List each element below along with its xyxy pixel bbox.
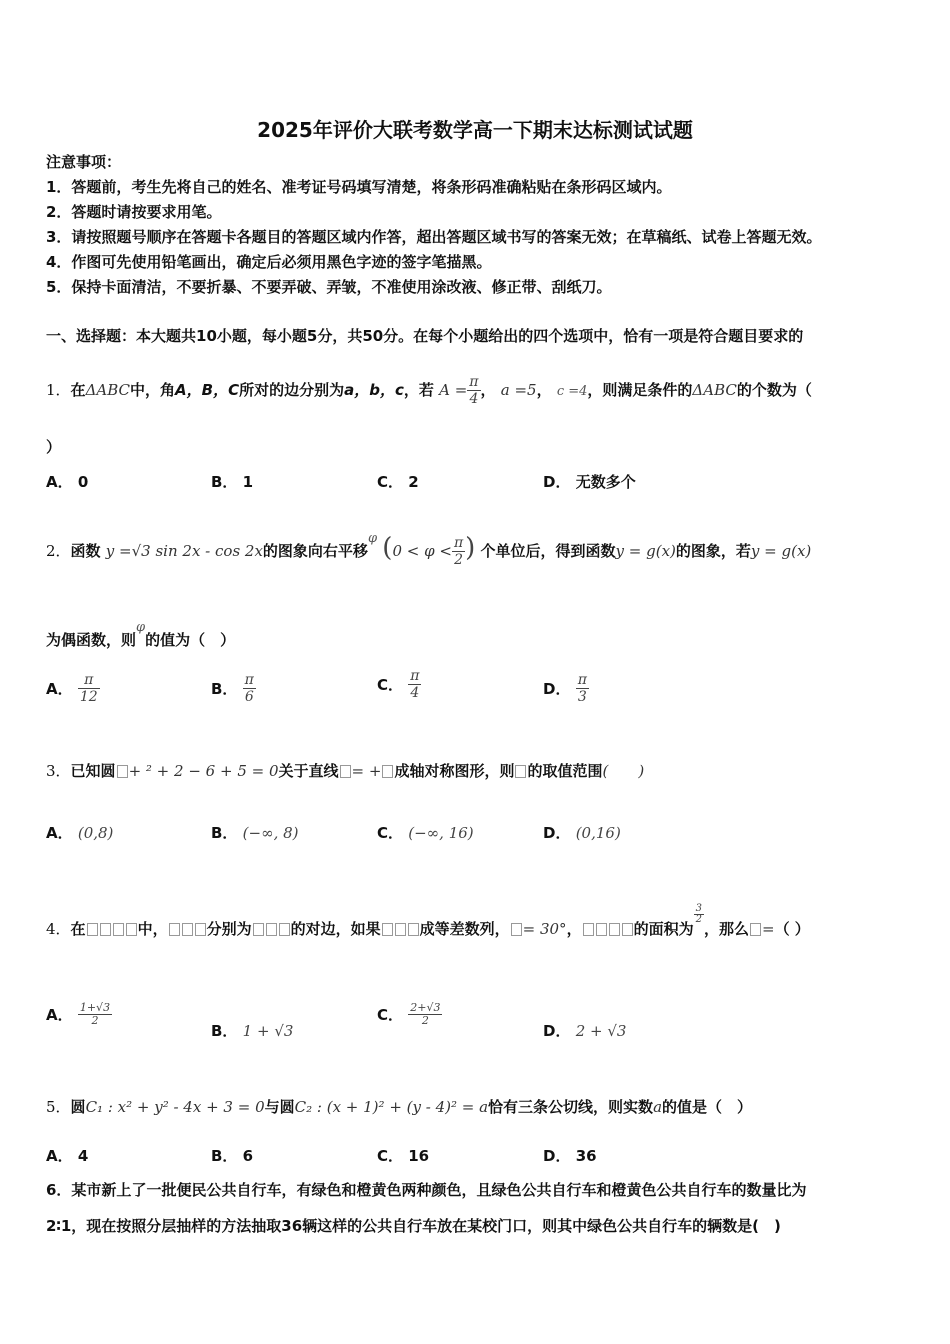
option-a[interactable]: A． 4 xyxy=(46,1147,89,1165)
notice-item: 1．答题前，考生先将自己的姓名、准考证号码填写清楚，将条形码准确粘贴在条形码区域内。 xyxy=(46,178,672,196)
missing-glyph-icon xyxy=(596,923,607,936)
missing-glyph-icon xyxy=(100,923,111,936)
math-expr: = + xyxy=(351,762,382,780)
math-expr: y =√3 sin 2x - cos 2x xyxy=(105,542,263,560)
math-expr: c =4 xyxy=(556,384,588,399)
option-d[interactable]: D． 2 + √3 xyxy=(543,1022,627,1040)
missing-glyph-icon xyxy=(609,923,620,936)
math-expr: φ xyxy=(136,620,146,635)
missing-glyph-icon xyxy=(622,923,633,936)
option-a[interactable]: A． (0,8) xyxy=(46,824,114,842)
page-title: 2025年评价大联考数学高一下期末达标测试试题 xyxy=(257,118,693,142)
option-c[interactable]: C． 16 xyxy=(377,1147,430,1165)
math-expr: A = xyxy=(439,381,468,399)
question-3-stem: 3．已知圆 + ² + 2 − 6 + 5 = 0关于直线 = + 成轴对称图形，则 的取值范围( ) xyxy=(46,762,645,780)
math-expr: a xyxy=(653,1098,663,1116)
question-number: 5． xyxy=(46,1098,71,1116)
missing-glyph-icon xyxy=(169,923,180,936)
missing-glyph-icon xyxy=(750,923,761,936)
fraction: $\frac{\pi}{12}$ xyxy=(79,672,98,705)
missing-glyph-icon xyxy=(117,765,128,778)
fraction: $\frac{2+√3}{2}$ xyxy=(410,1001,441,1027)
fraction: $\frac{\pi}{4}$ xyxy=(469,374,479,407)
math-expr: C₁ : x² + y² - 4x + 3 = 0 xyxy=(85,1098,265,1116)
option-c[interactable]: C． $\frac{\pi}{4}$ xyxy=(377,668,420,701)
math-expr: ΔABC xyxy=(692,381,737,399)
math-expr: 0 < φ < xyxy=(392,542,452,560)
missing-glyph-icon xyxy=(408,923,419,936)
option-d[interactable]: D． $\frac{\pi}{3}$ xyxy=(543,672,587,705)
question-5-stem: 5．圆C₁ : x² + y² - 4x + 3 = 0与圆C₂ : (x + 1)² + (y - 4)² = a恰有三条公切线，则实数a的值是（ ） xyxy=(46,1098,753,1116)
notice-item: 2．答题时请按要求用笔。 xyxy=(46,203,222,221)
missing-glyph-icon xyxy=(195,923,206,936)
notice-item: 4．作图可先使用铅笔画出，确定后必须用黑色字迹的签字笔描黑。 xyxy=(46,253,492,271)
notice-item: 3．请按照题号顺序在答题卡各题目的答题区域内作答，超出答题区域书写的答案无效；在草稿纸、试卷上答题无效。 xyxy=(46,228,822,246)
missing-glyph-icon xyxy=(382,765,393,778)
question-1-stem: 1．在ΔABC中，角A，B，C所对的边分别为a，b，c，若 A = $\frac{\pi}{4}$ ， a =5， c =4，则满足条件的ΔABC的个数为（ xyxy=(46,374,812,407)
fraction: $\frac{\pi}{4}$ xyxy=(410,668,420,701)
question-number: 4． xyxy=(46,920,71,938)
option-d[interactable]: D． 36 xyxy=(543,1147,597,1165)
option-a[interactable]: A． $\frac{1+√3}{2}$ xyxy=(46,1001,111,1027)
option-a[interactable]: A． $\frac{\pi}{12}$ xyxy=(46,672,98,705)
missing-glyph-icon xyxy=(253,923,264,936)
fraction: $\frac{3}{2}$ xyxy=(695,903,702,925)
question-number: 1． xyxy=(46,381,71,399)
math-expr: y = g(x) xyxy=(750,542,812,560)
question-1-close: ） xyxy=(46,438,62,456)
option-d[interactable]: D． (0,16) xyxy=(543,824,621,842)
question-4-stem: 4．在 中， 分别为 的对边，如果 成等差数列， = 30°， 的面积为 $\frac{3}{2}$ ，那么 =（ ） xyxy=(46,903,810,938)
option-c[interactable]: C． $\frac{2+√3}{2}$ xyxy=(377,1001,441,1027)
question-2-stem-cont: 为偶函数，则φ的值为（ ） xyxy=(46,620,236,649)
question-6-stem-cont: 2∶1，现在按照分层抽样的方法抽取36辆这样的公共自行车放在某校门口，则其中绿色公共自行车的辆数是( ) xyxy=(46,1217,781,1235)
question-number: 3． xyxy=(46,762,71,780)
fraction: $\frac{1+√3}{2}$ xyxy=(79,1001,111,1027)
option-b[interactable]: B． $\frac{\pi}{6}$ xyxy=(211,672,254,705)
option-b[interactable]: B． 6 xyxy=(211,1147,254,1165)
fraction: $\frac{\pi}{6}$ xyxy=(244,672,254,705)
missing-glyph-icon xyxy=(126,923,137,936)
math-expr: C₂ : (x + 1)² + (y - 4)² = a xyxy=(294,1098,489,1116)
missing-glyph-icon xyxy=(113,923,124,936)
missing-glyph-icon xyxy=(515,765,526,778)
option-d[interactable]: D． 无数多个 xyxy=(543,473,636,491)
math-expr: = 30° xyxy=(522,920,567,938)
missing-glyph-icon xyxy=(87,923,98,936)
missing-glyph-icon xyxy=(583,923,594,936)
missing-glyph-icon xyxy=(182,923,193,936)
math-expr: ΔABC xyxy=(85,381,131,399)
option-b[interactable]: B． 1 xyxy=(211,473,254,491)
missing-glyph-icon xyxy=(279,923,290,936)
math-expr: + ² + 2 − 6 + 5 = 0 xyxy=(128,762,279,780)
section-header: 一、选择题：本大题共10小题，每小题5分，共50分。在每个小题给出的四个选项中，恰有一项是符合题目要求的 xyxy=(46,327,804,345)
missing-glyph-icon xyxy=(511,923,522,936)
missing-glyph-icon xyxy=(382,923,393,936)
math-expr: a =5 xyxy=(500,381,537,399)
notice-header: 注意事项： xyxy=(46,153,122,171)
question-2-stem: 2．函数 y =√3 sin 2x - cos 2x的图象向右平移φ (0 < φ < $\frac{\pi}{2}$ ) 个单位后，得到函数y = g(x)的图象，若y = g(x) xyxy=(46,531,812,568)
option-b[interactable]: B． 1 + √3 xyxy=(211,1022,294,1040)
missing-glyph-icon xyxy=(340,765,351,778)
notice-item: 5．保持卡面清洁，不要折暴、不要弄破、弄皱，不准使用涂改液、修正带、刮纸刀。 xyxy=(46,278,612,296)
fraction: $\frac{\pi}{2}$ xyxy=(453,535,464,568)
math-expr: = xyxy=(761,920,775,938)
math-expr: ( ) xyxy=(602,762,645,780)
question-number: 2． xyxy=(46,542,71,560)
option-a[interactable]: A． 0 xyxy=(46,473,89,491)
question-6-stem: 6．某市新上了一批便民公共自行车，有绿色和橙黄色两种颜色，且绿色公共自行车和橙黄色公共自行车的数量比为 xyxy=(46,1181,807,1199)
option-c[interactable]: C． 2 xyxy=(377,473,419,491)
fraction: $\frac{\pi}{3}$ xyxy=(577,672,587,705)
math-expr: y = g(x) xyxy=(615,542,676,560)
option-c[interactable]: C． (−∞, 16) xyxy=(377,824,474,842)
math-expr: φ xyxy=(367,531,378,546)
missing-glyph-icon xyxy=(266,923,277,936)
missing-glyph-icon xyxy=(395,923,406,936)
option-b[interactable]: B． (−∞, 8) xyxy=(211,824,299,842)
